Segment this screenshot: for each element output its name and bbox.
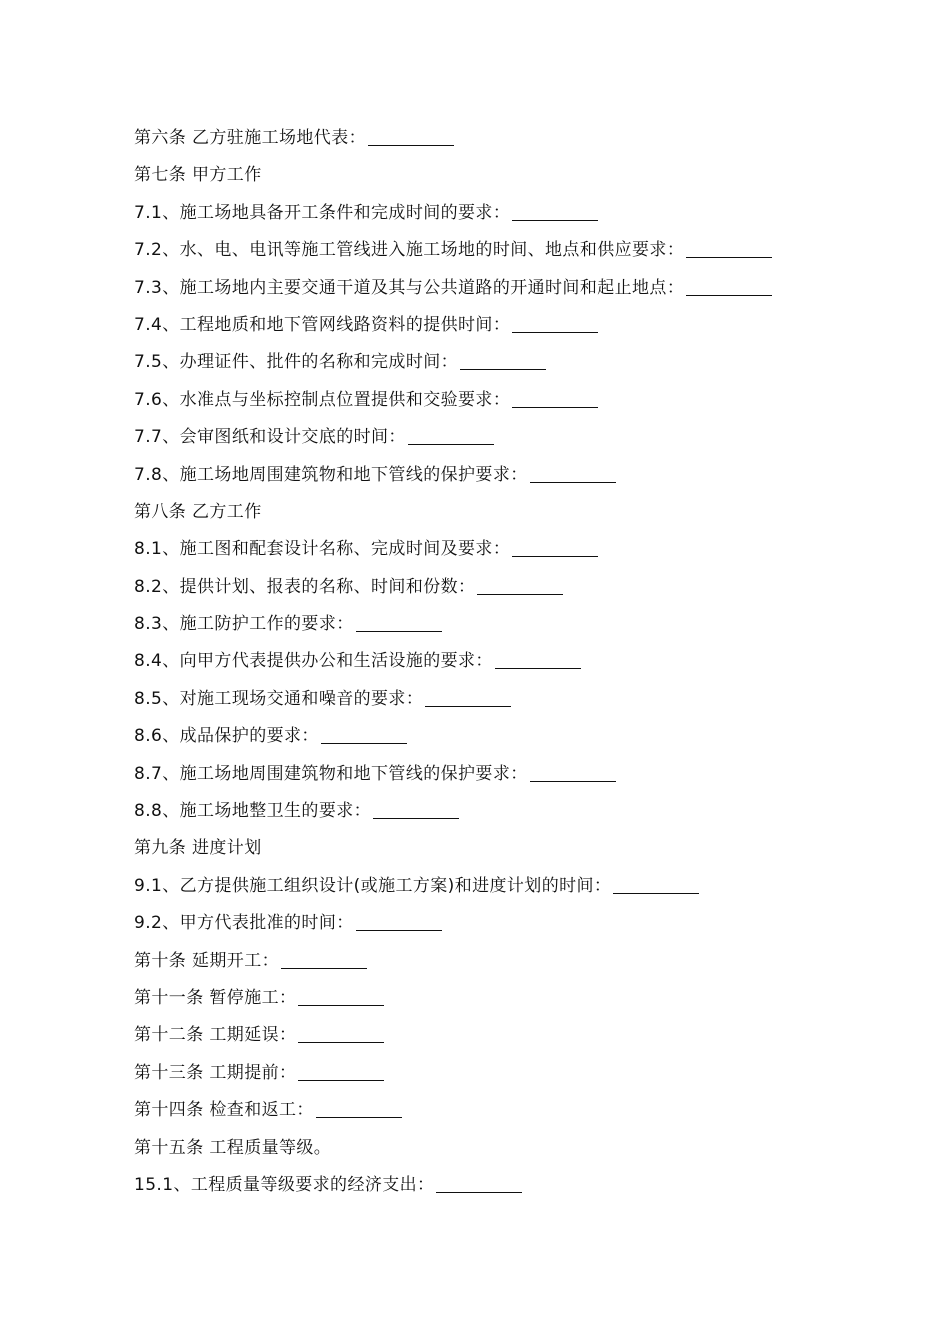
clause-10-delayed-start (134, 943, 894, 980)
line-text: 第六条 乙方驻施工场地代表： (134, 128, 367, 148)
item-8-5 (134, 681, 894, 718)
line-text: 7.4、工程地质和地下管网线路资料的提供时间： (134, 314, 511, 335)
fill-blank[interactable] (512, 203, 598, 221)
line-text: 7.8、施工场地周围建筑物和地下管线的保护要求： (134, 464, 528, 485)
item-8-4 (134, 643, 894, 680)
line-text: 8.1、施工图和配套设计名称、完成时间及要求： (134, 539, 511, 560)
line-text: 8.8、施工场地整卫生的要求： (134, 801, 372, 822)
fill-blank[interactable] (425, 689, 511, 707)
fill-blank[interactable] (512, 539, 598, 557)
line-text: 8.2、提供计划、报表的名称、时间和份数： (134, 576, 476, 597)
fill-blank[interactable] (316, 1100, 402, 1118)
document-body (134, 120, 894, 1204)
item-8-1 (134, 531, 894, 568)
item-8-6 (134, 718, 894, 755)
clause-8-heading (134, 494, 894, 531)
item-7-3 (134, 270, 894, 307)
fill-blank[interactable] (356, 913, 442, 931)
item-7-6 (134, 382, 894, 419)
clause-11-suspension (134, 980, 894, 1017)
item-9-1 (134, 868, 894, 905)
line-text: 15.1、工程质量等级要求的经济支出： (134, 1174, 435, 1195)
line-text: 9.2、甲方代表批准的时间： (134, 913, 354, 934)
fill-blank[interactable] (613, 876, 699, 894)
fill-blank[interactable] (530, 465, 616, 483)
fill-blank[interactable] (298, 988, 384, 1006)
line-text: 8.5、对施工现场交通和噪音的要求： (134, 688, 424, 709)
item-8-7 (134, 756, 894, 793)
line-text: 第十四条 检查和返工： (134, 1100, 314, 1121)
clause-12-delay (134, 1017, 894, 1054)
fill-blank[interactable] (495, 651, 581, 669)
line-text: 7.5、办理证件、批件的名称和完成时间： (134, 352, 459, 373)
line-text: 8.7、施工场地周围建筑物和地下管线的保护要求： (134, 763, 528, 784)
item-9-2 (134, 905, 894, 942)
line-text: 7.7、会审图纸和设计交底的时间： (134, 427, 406, 448)
line-text: 8.6、成品保护的要求： (134, 726, 319, 747)
fill-blank[interactable] (373, 801, 459, 819)
fill-blank[interactable] (477, 577, 563, 595)
item-7-4 (134, 307, 894, 344)
clause-14-inspection-rework (134, 1092, 894, 1129)
fill-blank[interactable] (686, 240, 772, 258)
line-text: 第十五条 工程质量等级。 (134, 1137, 332, 1158)
line-text: 9.1、乙方提供施工组织设计(或施工方案)和进度计划的时间： (134, 875, 612, 896)
clause-13-early-completion (134, 1055, 894, 1092)
fill-blank[interactable] (321, 726, 407, 744)
item-8-2 (134, 569, 894, 606)
line-text: 第九条 进度计划 (134, 838, 262, 859)
fill-blank[interactable] (368, 128, 454, 146)
item-7-7 (134, 419, 894, 456)
line-text: 第十一条 暂停施工： (134, 987, 297, 1008)
line-text: 第八条 乙方工作 (134, 501, 262, 522)
item-8-8 (134, 793, 894, 830)
line-text: 7.2、水、电、电讯等施工管线进入施工场地的时间、地点和供应要求： (134, 240, 685, 261)
fill-blank[interactable] (298, 1025, 384, 1043)
line-text: 7.6、水准点与坐标控制点位置提供和交验要求： (134, 389, 511, 410)
line-text: 8.3、施工防护工作的要求： (134, 614, 354, 635)
item-7-8 (134, 457, 894, 494)
line-text: 第十三条 工期提前： (134, 1062, 297, 1083)
item-15-1 (134, 1167, 894, 1204)
item-8-3 (134, 606, 894, 643)
line-text: 第七条 甲方工作 (134, 165, 262, 186)
fill-blank[interactable] (408, 427, 494, 445)
fill-blank[interactable] (281, 951, 367, 969)
fill-blank[interactable] (356, 614, 442, 632)
item-7-5 (134, 344, 894, 381)
clause-15-heading (134, 1130, 894, 1167)
line-text: 8.4、向甲方代表提供办公和生活设施的要求： (134, 651, 493, 672)
fill-blank[interactable] (530, 764, 616, 782)
fill-blank[interactable] (512, 315, 598, 333)
clause-6-site-representative (134, 120, 894, 157)
line-text: 第十二条 工期延误： (134, 1025, 297, 1046)
line-text: 7.1、施工场地具备开工条件和完成时间的要求： (134, 202, 511, 223)
fill-blank[interactable] (686, 278, 772, 296)
fill-blank[interactable] (298, 1063, 384, 1081)
clause-7-heading (134, 157, 894, 194)
item-7-2 (134, 232, 894, 269)
fill-blank[interactable] (512, 390, 598, 408)
fill-blank[interactable] (460, 352, 546, 370)
line-text: 7.3、施工场地内主要交通干道及其与公共道路的开通时间和起止地点： (134, 277, 685, 298)
fill-blank[interactable] (436, 1175, 522, 1193)
item-7-1 (134, 195, 894, 232)
line-text: 第十条 延期开工： (134, 950, 280, 971)
clause-9-heading (134, 830, 894, 867)
